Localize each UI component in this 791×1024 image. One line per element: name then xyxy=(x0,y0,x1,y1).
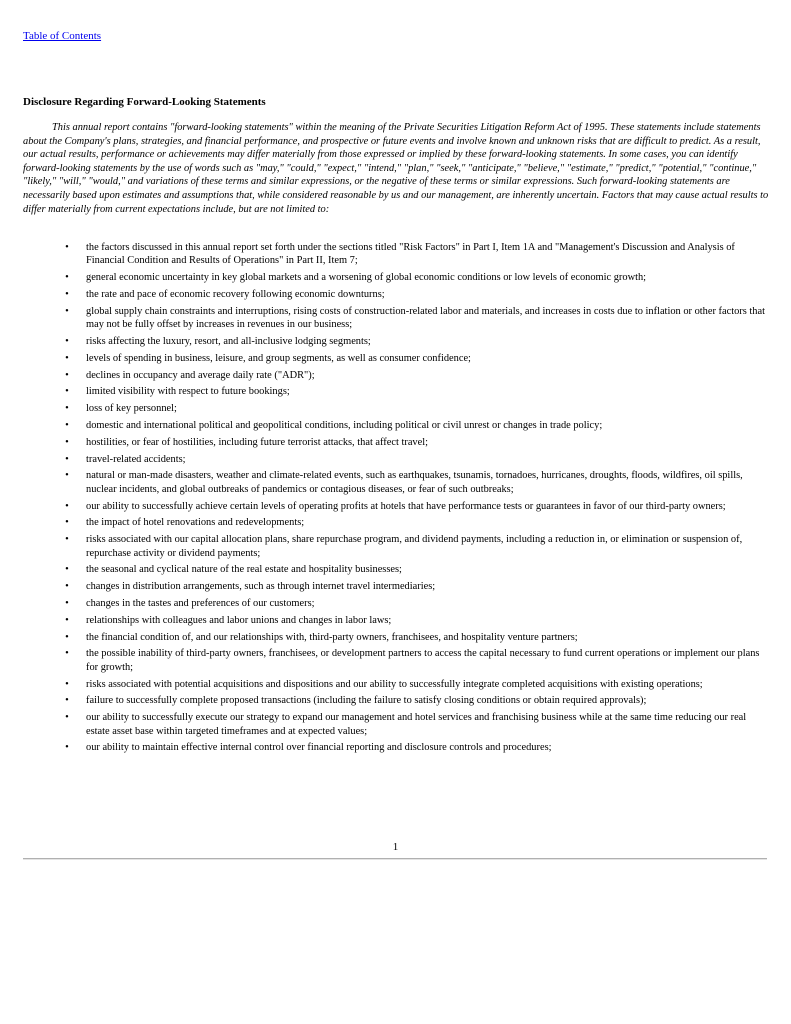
bullet-icon: • xyxy=(65,517,69,529)
list-item-text: limited visibility with respect to future bookings; xyxy=(86,386,290,398)
list-item xyxy=(23,352,769,365)
bullet-icon: • xyxy=(65,678,69,690)
section-heading: Disclosure Regarding Forward-Looking Statements xyxy=(23,96,266,108)
list-item-text: changes in distribution arrangements, such as through internet travel intermediaries; xyxy=(86,581,436,593)
list-item-text: the factors discussed in this annual report set forth under the sections titled "Risk Factors" in Part I, Item 1A and "Management's Discussion and Analysis of Financial Condition and Results of Operations" in Part II, Item 7; xyxy=(86,242,735,267)
bullet-icon: • xyxy=(65,436,69,448)
list-item-text: loss of key personnel; xyxy=(86,403,177,415)
list-item-text: risks affecting the luxury, resort, and all-inclusive lodging segments; xyxy=(86,336,371,347)
list-item xyxy=(23,436,769,449)
list-item xyxy=(23,500,769,513)
list-item-text: the possible inability of third-party owners, franchisees, or development partners to access the capital necessary to fund current operations or implement our plans for growth; xyxy=(86,648,760,673)
bullet-icon: • xyxy=(65,453,69,465)
bullet-icon: • xyxy=(65,470,69,482)
list-item-text: our ability to maintain effective internal control over financial reporting and disclosure controls and procedures; xyxy=(86,742,552,754)
list-item-text: the financial condition of, and our relationships with, third-party owners, franchisees, and hospitality venture partners; xyxy=(86,631,578,643)
bullet-icon: • xyxy=(65,419,69,431)
intro-paragraph: This annual report contains "forward-looking statements" within the meaning of the Private Securities Litigation Reform Act of 1995. These statements include statements about the Company's plans, strategies, and financial performance, and prospective or future events and involve known and unknown risks that are difficult to predict. As a result, our actual results, performance or achievements may differ materially from those expressed or implied by these forward-looking statements. In some cases, you can identify forward-looking statements by the use of words such as "may," "could," "expect," "intend," "plan," "seek," "anticipate," "believe," "estimate," "predict," "potential," "continue," "likely," "will," "would," and variations of these terms and similar expressions, or the negative of these terms or similar expressions. Such forward-looking statements are necessarily based upon estimates and assumptions that, while considered reasonable by us and our management, are inherently uncertain. Factors that may cause actual results to differ materially from current expectations include, but are not limited to: xyxy=(23,122,769,215)
bullet-icon: • xyxy=(65,564,69,576)
list-item-text: changes in the tastes and preferences of our customers; xyxy=(86,597,315,609)
bullet-icon: • xyxy=(65,242,69,253)
list-item-text: failure to successfully complete proposed transactions (including the failure to satisfy closing conditions or obtain required approvals); xyxy=(86,695,647,707)
list-item xyxy=(23,419,769,432)
list-item-text: global supply chain constraints and interruptions, rising costs of construction-related labor and materials, and increases in costs due to inflation or other factors that may not be fully offset by increases in revenues in our business; xyxy=(86,305,765,331)
list-item-text: natural or man-made disasters, weather and climate-related events, such as earthquakes, tsunamis, tornadoes, hurricanes, droughts, floods, wildfires, oil spills, nuclear incidents, and global outbreaks of pandemics or contagious diseases, or fear of such outbreaks; xyxy=(86,470,743,495)
list-item xyxy=(23,711,769,738)
list-item-text: our ability to successfully achieve certain levels of operating profits at hotels that have performance tests or guarantees in favor of our third-party owners; xyxy=(86,500,726,512)
list-item xyxy=(23,694,769,707)
list-item xyxy=(23,533,769,560)
list-item xyxy=(23,453,769,466)
list-item xyxy=(23,369,769,382)
list-item xyxy=(23,516,769,529)
table-of-contents-link[interactable]: Table of Contents xyxy=(23,30,102,42)
bullet-icon: • xyxy=(65,631,69,643)
list-item xyxy=(23,741,769,754)
list-item-text: declines in occupancy and average daily rate ("ADR"); xyxy=(86,369,315,381)
list-item xyxy=(23,469,769,496)
list-item-text: travel-related accidents; xyxy=(86,453,186,465)
list-item-text: the rate and pace of economic recovery following economic downturns; xyxy=(86,289,385,300)
list-item xyxy=(23,678,769,691)
list-item-text: relationships with colleagues and labor unions and changes in labor laws; xyxy=(86,614,392,626)
list-item-text: hostilities, or fear of hostilities, including future terrorist attacks, that affect travel; xyxy=(86,436,429,448)
list-item xyxy=(23,402,769,415)
list-item xyxy=(23,385,769,398)
list-item xyxy=(23,631,769,644)
list-item-text: our ability to successfully execute our strategy to expand our management and hotel services and franchising business while at the same time reducing our real estate asset base within targeted timeframes and at expected values; xyxy=(86,712,747,737)
list-item xyxy=(23,288,769,301)
bullet-icon: • xyxy=(65,597,69,609)
bullet-icon: • xyxy=(65,648,69,660)
bullet-icon: • xyxy=(65,336,69,347)
bullet-icon: • xyxy=(65,386,69,398)
list-item xyxy=(23,305,769,332)
bullet-icon: • xyxy=(65,352,69,364)
bullet-icon: • xyxy=(65,712,69,724)
list-item xyxy=(23,647,769,674)
list-item xyxy=(23,563,769,576)
bullet-icon: • xyxy=(65,500,69,512)
bullet-icon: • xyxy=(65,581,69,593)
list-item-text: general economic uncertainty in key global markets and a worsening of global economic conditions or low levels of economic growth; xyxy=(86,272,647,284)
bullet-icon: • xyxy=(65,305,69,317)
list-item xyxy=(23,597,769,610)
list-item-text: levels of spending in business, leisure, and group segments, as well as consumer confidence; xyxy=(86,352,471,364)
list-item xyxy=(23,271,769,284)
bullet-icon: • xyxy=(65,369,69,381)
bullet-icon: • xyxy=(65,695,69,707)
list-item xyxy=(23,335,769,348)
bullet-icon: • xyxy=(65,742,69,754)
list-item-text: domestic and international political and geopolitical conditions, including political or civil unrest or changes in trade policy; xyxy=(86,419,603,431)
bullet-icon: • xyxy=(65,403,69,415)
list-item xyxy=(23,241,769,268)
list-item-text: risks associated with potential acquisitions and dispositions and our ability to successfully integrate completed acquisitions with existing operations; xyxy=(86,678,703,690)
list-item-text: the seasonal and cyclical nature of the real estate and hospitality businesses; xyxy=(86,564,402,576)
bullet-icon: • xyxy=(65,289,69,300)
list-item xyxy=(23,614,769,627)
list-item-text: the impact of hotel renovations and redevelopments; xyxy=(86,517,305,529)
bullet-icon: • xyxy=(65,614,69,626)
risk-factor-list xyxy=(23,241,769,758)
page-number: 1 xyxy=(392,841,399,853)
page-divider xyxy=(23,858,767,860)
list-item-text: risks associated with our capital allocation plans, share repurchase program, and dividend payments, including a reduction in, or elimination or suspension of, repurchase activity or dividend payments; xyxy=(86,534,743,559)
list-item xyxy=(23,580,769,593)
bullet-icon: • xyxy=(65,272,69,284)
bullet-icon: • xyxy=(65,534,69,546)
